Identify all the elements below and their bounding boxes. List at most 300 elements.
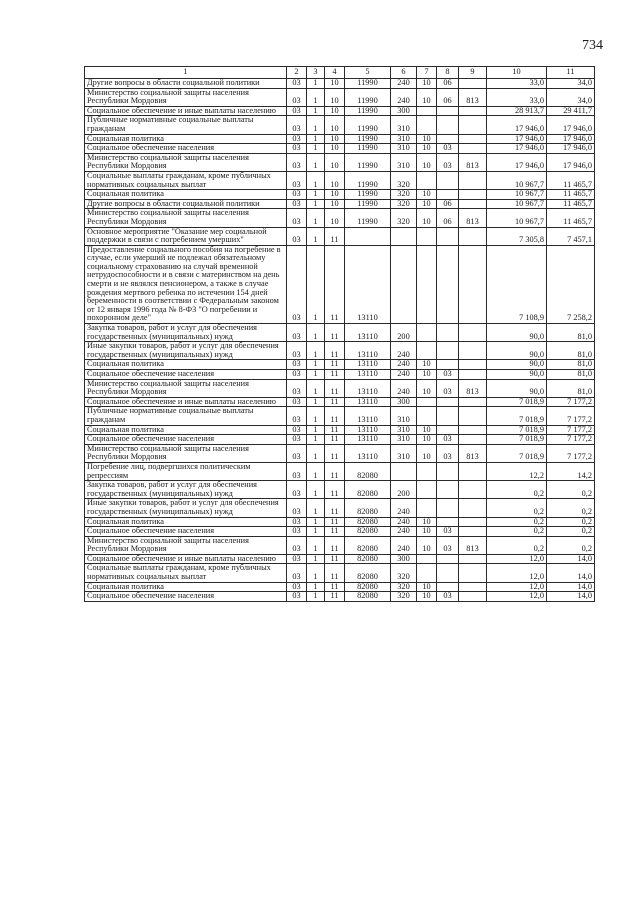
code-cell: 03 bbox=[437, 592, 459, 602]
code-cell: 03 bbox=[287, 582, 307, 592]
item-name-cell: Социальная политика bbox=[85, 425, 287, 435]
amount-cell: 7 177,2 bbox=[547, 425, 595, 435]
code-cell: 13110 bbox=[345, 435, 391, 445]
item-name-cell: Публичные нормативные социальные выплаты гражданам bbox=[85, 407, 287, 425]
code-cell: 82080 bbox=[345, 527, 391, 537]
code-cell bbox=[459, 79, 487, 89]
amount-cell: 7 177,2 bbox=[547, 444, 595, 462]
table-row bbox=[85, 245, 595, 323]
code-cell: 1 bbox=[307, 144, 325, 154]
code-cell: 82080 bbox=[345, 592, 391, 602]
code-cell: 1 bbox=[307, 444, 325, 462]
code-cell bbox=[437, 517, 459, 527]
amount-cell: 7 177,2 bbox=[547, 435, 595, 445]
code-cell bbox=[459, 407, 487, 425]
code-cell: 11 bbox=[325, 324, 345, 342]
code-cell: 813 bbox=[459, 153, 487, 171]
table-row bbox=[85, 209, 595, 227]
code-cell: 03 bbox=[287, 144, 307, 154]
code-cell bbox=[417, 245, 437, 323]
item-name-cell: Иные закупки товаров, работ и услуг для обеспечения государственных (муниципальных) нужд bbox=[85, 499, 287, 517]
amount-cell: 14,0 bbox=[547, 582, 595, 592]
code-cell: 11 bbox=[325, 592, 345, 602]
code-cell: 03 bbox=[287, 190, 307, 200]
code-cell bbox=[437, 462, 459, 480]
code-cell: 320 bbox=[391, 564, 417, 582]
code-cell: 1 bbox=[307, 462, 325, 480]
code-cell bbox=[437, 397, 459, 407]
code-cell: 1 bbox=[307, 106, 325, 116]
code-cell: 1 bbox=[307, 435, 325, 445]
code-cell: 1 bbox=[307, 554, 325, 564]
code-cell: 10 bbox=[417, 209, 437, 227]
amount-cell: 81,0 bbox=[547, 379, 595, 397]
item-name-cell: Социальная политика bbox=[85, 517, 287, 527]
code-cell: 1 bbox=[307, 481, 325, 499]
table-row bbox=[85, 190, 595, 200]
item-name-cell: Публичные нормативные социальные выплаты гражданам bbox=[85, 116, 287, 134]
code-cell bbox=[391, 462, 417, 480]
code-cell: 82080 bbox=[345, 564, 391, 582]
amount-cell: 81,0 bbox=[547, 342, 595, 360]
code-cell: 320 bbox=[391, 582, 417, 592]
table-row bbox=[85, 342, 595, 360]
code-cell: 03 bbox=[437, 144, 459, 154]
code-cell: 10 bbox=[417, 190, 437, 200]
code-cell: 03 bbox=[287, 379, 307, 397]
code-cell bbox=[459, 435, 487, 445]
item-name-cell: Социальное обеспечение и иные выплаты населению bbox=[85, 554, 287, 564]
col-header: 4 bbox=[325, 67, 345, 79]
code-cell: 10 bbox=[417, 153, 437, 171]
col-header: 5 bbox=[345, 67, 391, 79]
code-cell: 813 bbox=[459, 536, 487, 554]
amount-cell: 14,0 bbox=[547, 554, 595, 564]
amount-cell: 12,0 bbox=[487, 564, 547, 582]
item-name-cell: Социальное обеспечение населения bbox=[85, 592, 287, 602]
item-name-cell: Другие вопросы в области социальной политики bbox=[85, 79, 287, 89]
code-cell: 11990 bbox=[345, 134, 391, 144]
code-cell: 10 bbox=[417, 134, 437, 144]
item-name-cell: Социальное обеспечение населения bbox=[85, 370, 287, 380]
code-cell: 1 bbox=[307, 227, 325, 245]
amount-cell: 7 018,9 bbox=[487, 435, 547, 445]
code-cell bbox=[417, 227, 437, 245]
code-cell: 11990 bbox=[345, 209, 391, 227]
code-cell bbox=[459, 171, 487, 189]
code-cell: 240 bbox=[391, 517, 417, 527]
code-cell: 1 bbox=[307, 582, 325, 592]
code-cell bbox=[437, 407, 459, 425]
code-cell: 1 bbox=[307, 88, 325, 106]
code-cell bbox=[459, 517, 487, 527]
code-cell: 11 bbox=[325, 407, 345, 425]
code-cell: 03 bbox=[287, 88, 307, 106]
code-cell: 10 bbox=[325, 153, 345, 171]
code-cell: 240 bbox=[391, 527, 417, 537]
code-cell: 1 bbox=[307, 397, 325, 407]
code-cell: 813 bbox=[459, 444, 487, 462]
code-cell: 300 bbox=[391, 106, 417, 116]
code-cell: 1 bbox=[307, 245, 325, 323]
code-cell bbox=[391, 227, 417, 245]
code-cell: 10 bbox=[417, 425, 437, 435]
item-name-cell: Социальное обеспечение населения bbox=[85, 527, 287, 537]
code-cell: 1 bbox=[307, 499, 325, 517]
code-cell: 03 bbox=[437, 536, 459, 554]
code-cell: 03 bbox=[437, 370, 459, 380]
code-cell: 1 bbox=[307, 517, 325, 527]
amount-cell: 7 018,9 bbox=[487, 407, 547, 425]
code-cell: 11990 bbox=[345, 190, 391, 200]
table-row bbox=[85, 227, 595, 245]
code-cell: 03 bbox=[287, 106, 307, 116]
code-cell: 03 bbox=[287, 324, 307, 342]
code-cell: 82080 bbox=[345, 481, 391, 499]
code-cell: 10 bbox=[325, 171, 345, 189]
code-cell bbox=[437, 190, 459, 200]
code-cell: 1 bbox=[307, 564, 325, 582]
code-cell: 1 bbox=[307, 209, 325, 227]
item-name-cell: Министерство социальной защиты населения Республики Мордовия bbox=[85, 153, 287, 171]
item-name-cell: Основное мероприятие "Оказание мер социальной поддержки в связи с погребением умерших" bbox=[85, 227, 287, 245]
code-cell: 1 bbox=[307, 370, 325, 380]
amount-cell: 17 946,0 bbox=[487, 144, 547, 154]
code-cell: 10 bbox=[417, 79, 437, 89]
amount-cell: 0,2 bbox=[487, 517, 547, 527]
code-cell: 03 bbox=[287, 209, 307, 227]
code-cell bbox=[459, 554, 487, 564]
col-header: 9 bbox=[459, 67, 487, 79]
amount-cell: 0,2 bbox=[547, 481, 595, 499]
code-cell: 10 bbox=[417, 592, 437, 602]
code-cell bbox=[459, 370, 487, 380]
table-row bbox=[85, 481, 595, 499]
code-cell: 300 bbox=[391, 554, 417, 564]
item-name-cell: Социальное обеспечение населения bbox=[85, 435, 287, 445]
table-row bbox=[85, 379, 595, 397]
code-cell: 03 bbox=[287, 227, 307, 245]
amount-cell: 90,0 bbox=[487, 342, 547, 360]
code-cell: 310 bbox=[391, 435, 417, 445]
code-cell bbox=[459, 199, 487, 209]
code-cell: 240 bbox=[391, 536, 417, 554]
code-cell bbox=[459, 499, 487, 517]
code-cell: 11 bbox=[325, 425, 345, 435]
col-header: 7 bbox=[417, 67, 437, 79]
amount-cell: 81,0 bbox=[547, 324, 595, 342]
code-cell: 03 bbox=[287, 153, 307, 171]
amount-cell: 7 018,9 bbox=[487, 444, 547, 462]
code-cell: 10 bbox=[325, 116, 345, 134]
code-cell bbox=[437, 481, 459, 499]
page-number: 734 bbox=[582, 38, 603, 53]
table-row bbox=[85, 407, 595, 425]
code-cell: 10 bbox=[417, 370, 437, 380]
code-cell: 310 bbox=[391, 444, 417, 462]
item-name-cell: Министерство социальной защиты населения Республики Мордовия bbox=[85, 444, 287, 462]
amount-cell: 34,0 bbox=[547, 79, 595, 89]
code-cell: 813 bbox=[459, 379, 487, 397]
item-name-cell: Социальное обеспечение и иные выплаты населению bbox=[85, 397, 287, 407]
code-cell bbox=[459, 564, 487, 582]
code-cell: 11990 bbox=[345, 199, 391, 209]
code-cell: 11 bbox=[325, 397, 345, 407]
amount-cell: 0,2 bbox=[547, 499, 595, 517]
code-cell: 10 bbox=[325, 88, 345, 106]
code-cell bbox=[437, 324, 459, 342]
code-cell: 10 bbox=[325, 199, 345, 209]
amount-cell: 81,0 bbox=[547, 360, 595, 370]
code-cell: 03 bbox=[287, 536, 307, 554]
amount-cell: 10 967,7 bbox=[487, 190, 547, 200]
code-cell: 03 bbox=[287, 370, 307, 380]
code-cell: 1 bbox=[307, 171, 325, 189]
code-cell: 03 bbox=[287, 199, 307, 209]
code-cell: 13110 bbox=[345, 360, 391, 370]
code-cell: 13110 bbox=[345, 245, 391, 323]
item-name-cell: Социальная политика bbox=[85, 360, 287, 370]
item-name-cell: Социальное обеспечение и иные выплаты населению bbox=[85, 106, 287, 116]
code-cell: 11990 bbox=[345, 153, 391, 171]
amount-cell: 7 457,1 bbox=[547, 227, 595, 245]
table-row bbox=[85, 370, 595, 380]
amount-cell: 11 465,7 bbox=[547, 190, 595, 200]
code-cell: 200 bbox=[391, 481, 417, 499]
code-cell: 1 bbox=[307, 190, 325, 200]
item-name-cell: Министерство социальной защиты населения Республики Мордовия bbox=[85, 379, 287, 397]
code-cell: 240 bbox=[391, 88, 417, 106]
code-cell bbox=[417, 116, 437, 134]
code-cell bbox=[417, 481, 437, 499]
amount-cell: 17 946,0 bbox=[547, 153, 595, 171]
code-cell: 11 bbox=[325, 342, 345, 360]
code-cell: 1 bbox=[307, 527, 325, 537]
table-row bbox=[85, 397, 595, 407]
table-row bbox=[85, 499, 595, 517]
amount-cell: 12,0 bbox=[487, 554, 547, 564]
amount-cell: 7 177,2 bbox=[547, 397, 595, 407]
table-row bbox=[85, 536, 595, 554]
amount-cell: 7 018,9 bbox=[487, 425, 547, 435]
code-cell bbox=[437, 360, 459, 370]
code-cell: 1 bbox=[307, 592, 325, 602]
amount-cell: 10 967,7 bbox=[487, 171, 547, 189]
code-cell: 10 bbox=[417, 527, 437, 537]
code-cell bbox=[459, 134, 487, 144]
table-row bbox=[85, 444, 595, 462]
code-cell: 03 bbox=[287, 342, 307, 360]
code-cell bbox=[459, 245, 487, 323]
item-name-cell: Предоставление социального пособия на погребение в случае, если умерший не подлежал обязательному социальному страхованию на случай временной нетрудоспособности и в связи с материнством на день смерти и не являлся пенсионером, а также в случае рождения мертвого ребенка по истечении 154 дней беременности в соответствии с Федеральным законом от 12 января 1996 года № 8-ФЗ "О погребении и похоронном деле" bbox=[85, 245, 287, 323]
table-row bbox=[85, 153, 595, 171]
code-cell: 240 bbox=[391, 360, 417, 370]
amount-cell: 17 946,0 bbox=[487, 116, 547, 134]
item-name-cell: Социальные выплаты гражданам, кроме публичных нормативных социальных выплат bbox=[85, 564, 287, 582]
amount-cell: 0,2 bbox=[547, 527, 595, 537]
code-cell: 03 bbox=[287, 397, 307, 407]
code-cell: 310 bbox=[391, 425, 417, 435]
col-header: 8 bbox=[437, 67, 459, 79]
code-cell: 320 bbox=[391, 199, 417, 209]
amount-cell: 34,0 bbox=[547, 88, 595, 106]
col-header: 2 bbox=[287, 67, 307, 79]
code-cell: 1 bbox=[307, 407, 325, 425]
code-cell: 10 bbox=[417, 435, 437, 445]
code-cell: 82080 bbox=[345, 536, 391, 554]
code-cell: 82080 bbox=[345, 517, 391, 527]
code-cell: 11 bbox=[325, 462, 345, 480]
code-cell bbox=[459, 592, 487, 602]
code-cell bbox=[417, 397, 437, 407]
item-name-cell: Министерство социальной защиты населения Республики Мордовия bbox=[85, 536, 287, 554]
code-cell: 11 bbox=[325, 435, 345, 445]
amount-cell: 33,0 bbox=[487, 79, 547, 89]
amount-cell: 11 465,7 bbox=[547, 199, 595, 209]
code-cell: 03 bbox=[287, 407, 307, 425]
col-header: 3 bbox=[307, 67, 325, 79]
item-name-cell: Министерство социальной защиты населения Республики Мордовия bbox=[85, 88, 287, 106]
code-cell bbox=[459, 462, 487, 480]
code-cell bbox=[437, 342, 459, 360]
code-cell: 03 bbox=[437, 435, 459, 445]
table-row bbox=[85, 554, 595, 564]
code-cell: 1 bbox=[307, 134, 325, 144]
code-cell: 13110 bbox=[345, 379, 391, 397]
amount-cell: 90,0 bbox=[487, 360, 547, 370]
code-cell bbox=[417, 324, 437, 342]
code-cell bbox=[417, 564, 437, 582]
code-cell: 03 bbox=[287, 134, 307, 144]
code-cell: 11990 bbox=[345, 144, 391, 154]
code-cell bbox=[417, 499, 437, 517]
code-cell: 1 bbox=[307, 199, 325, 209]
code-cell: 03 bbox=[287, 79, 307, 89]
code-cell: 10 bbox=[417, 88, 437, 106]
code-cell: 11 bbox=[325, 481, 345, 499]
code-cell: 03 bbox=[287, 245, 307, 323]
code-cell bbox=[437, 245, 459, 323]
code-cell: 11 bbox=[325, 227, 345, 245]
code-cell: 03 bbox=[287, 425, 307, 435]
amount-cell: 17 946,0 bbox=[547, 134, 595, 144]
amount-cell: 7 305,8 bbox=[487, 227, 547, 245]
code-cell bbox=[437, 499, 459, 517]
code-cell: 11 bbox=[325, 444, 345, 462]
col-header: 6 bbox=[391, 67, 417, 79]
code-cell: 11990 bbox=[345, 88, 391, 106]
code-cell: 240 bbox=[391, 499, 417, 517]
table-body bbox=[85, 79, 595, 602]
code-cell bbox=[417, 407, 437, 425]
code-cell bbox=[437, 227, 459, 245]
amount-cell: 90,0 bbox=[487, 370, 547, 380]
amount-cell: 12,0 bbox=[487, 582, 547, 592]
code-cell bbox=[459, 527, 487, 537]
code-cell: 1 bbox=[307, 379, 325, 397]
code-cell: 03 bbox=[287, 116, 307, 134]
table-row bbox=[85, 425, 595, 435]
code-cell: 82080 bbox=[345, 554, 391, 564]
amount-cell: 7 177,2 bbox=[547, 407, 595, 425]
amount-cell: 7 018,9 bbox=[487, 397, 547, 407]
item-name-cell: Социальное обеспечение населения bbox=[85, 144, 287, 154]
code-cell: 1 bbox=[307, 342, 325, 360]
col-header: 10 bbox=[487, 67, 547, 79]
code-cell: 10 bbox=[325, 106, 345, 116]
code-cell: 10 bbox=[417, 536, 437, 554]
code-cell: 11990 bbox=[345, 116, 391, 134]
code-cell: 1 bbox=[307, 79, 325, 89]
table-row bbox=[85, 88, 595, 106]
amount-cell: 0,2 bbox=[487, 536, 547, 554]
amount-cell: 12,2 bbox=[487, 462, 547, 480]
code-cell: 03 bbox=[287, 499, 307, 517]
code-cell: 310 bbox=[391, 407, 417, 425]
code-cell: 10 bbox=[325, 79, 345, 89]
code-cell: 03 bbox=[287, 444, 307, 462]
code-cell: 03 bbox=[287, 517, 307, 527]
table-row bbox=[85, 134, 595, 144]
code-cell: 11 bbox=[325, 245, 345, 323]
amount-cell: 0,2 bbox=[547, 536, 595, 554]
table-row bbox=[85, 527, 595, 537]
code-cell: 03 bbox=[287, 171, 307, 189]
code-cell: 03 bbox=[287, 527, 307, 537]
code-cell: 300 bbox=[391, 397, 417, 407]
code-cell bbox=[459, 106, 487, 116]
table-row bbox=[85, 199, 595, 209]
item-name-cell: Иные закупки товаров, работ и услуг для обеспечения государственных (муниципальных) нужд bbox=[85, 342, 287, 360]
code-cell bbox=[437, 554, 459, 564]
code-cell: 11 bbox=[325, 379, 345, 397]
code-cell: 11 bbox=[325, 370, 345, 380]
code-cell: 11 bbox=[325, 527, 345, 537]
code-cell: 03 bbox=[287, 481, 307, 499]
amount-cell: 90,0 bbox=[487, 379, 547, 397]
code-cell: 1 bbox=[307, 360, 325, 370]
code-cell: 06 bbox=[437, 199, 459, 209]
amount-cell: 17 946,0 bbox=[487, 134, 547, 144]
code-cell: 10 bbox=[417, 360, 437, 370]
code-cell: 240 bbox=[391, 379, 417, 397]
code-cell: 10 bbox=[417, 199, 437, 209]
code-cell: 11990 bbox=[345, 106, 391, 116]
code-cell: 10 bbox=[325, 134, 345, 144]
table-row bbox=[85, 171, 595, 189]
budget-table bbox=[84, 66, 595, 602]
amount-cell: 11 465,7 bbox=[547, 171, 595, 189]
code-cell: 03 bbox=[287, 360, 307, 370]
code-cell: 813 bbox=[459, 209, 487, 227]
code-cell: 03 bbox=[287, 554, 307, 564]
amount-cell: 10 967,7 bbox=[487, 199, 547, 209]
col-header: 11 bbox=[547, 67, 595, 79]
code-cell: 10 bbox=[417, 582, 437, 592]
code-cell bbox=[417, 106, 437, 116]
code-cell: 13110 bbox=[345, 370, 391, 380]
code-cell bbox=[417, 342, 437, 360]
table-row bbox=[85, 106, 595, 116]
code-cell bbox=[437, 564, 459, 582]
code-cell: 10 bbox=[325, 144, 345, 154]
code-cell: 1 bbox=[307, 536, 325, 554]
code-cell: 11 bbox=[325, 536, 345, 554]
item-name-cell: Социальная политика bbox=[85, 582, 287, 592]
table-row bbox=[85, 592, 595, 602]
code-cell bbox=[437, 116, 459, 134]
item-name-cell: Закупка товаров, работ и услуг для обеспечения государственных (муниципальных) нужд bbox=[85, 481, 287, 499]
